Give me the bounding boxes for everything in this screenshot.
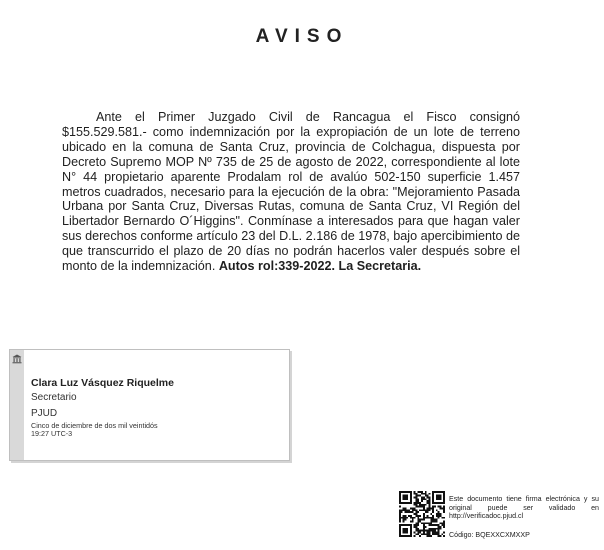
- signer-organization: PJUD: [31, 408, 58, 419]
- signature-date-text: Cinco de diciembre de dos mil veintidós: [31, 421, 158, 430]
- notice-paragraph: Ante el Primer Juzgado Civil de Rancagua el Fisco consignó $155.529.581.- como indemnización por la expropiación de un lote de terreno ubicado en la comuna de Santa Cruz, provincia de Colchagua, dispuesta por Decreto Supremo MOP Nº 735 de 25 de agosto de 2022, correspondiente al lote N° 44 propietario aparente Prodalam rol de avalúo 502-150 superficie 1.457 metros cuadrados, necesario para la ejecución de la obra: "Mejoramiento Pasada Urbana por Santa Cruz, Diversas Rutas, comuna de Santa Cruz, VI Región del Libertador Bernardo O´Higgins". Conmínase a interesados para que hagan valer sus derechos conforme artículo 23 del D.L. 2.186 de 1978, bajo apercibimiento de que transcurrido el plazo de 20 días no podrán hacerlos valer después sobre el monto de la indemnización.: [62, 110, 520, 274]
- document-title: AVISO: [255, 26, 349, 47]
- qr-code-icon: [399, 491, 445, 537]
- courthouse-icon: [12, 354, 22, 364]
- signature-date: [31, 422, 158, 439]
- signature-box: [9, 349, 290, 461]
- verification-text: Este documento tiene firma electrónica y su original puede ser validado en http://verificadoc.pjud.cl: [449, 495, 599, 521]
- notice-body: [62, 110, 520, 274]
- notice-closing: Autos rol:339-2022. La Secretaria.: [218, 259, 422, 274]
- signature-time-text: 19:27 UTC-3: [31, 429, 73, 439]
- signature-strip: [10, 350, 24, 460]
- signer-role: Secretario: [31, 392, 77, 403]
- signer-name: Clara Luz Vásquez Riquelme: [31, 377, 174, 389]
- verification-code: Código: BQEXXCXMXXP: [449, 531, 530, 539]
